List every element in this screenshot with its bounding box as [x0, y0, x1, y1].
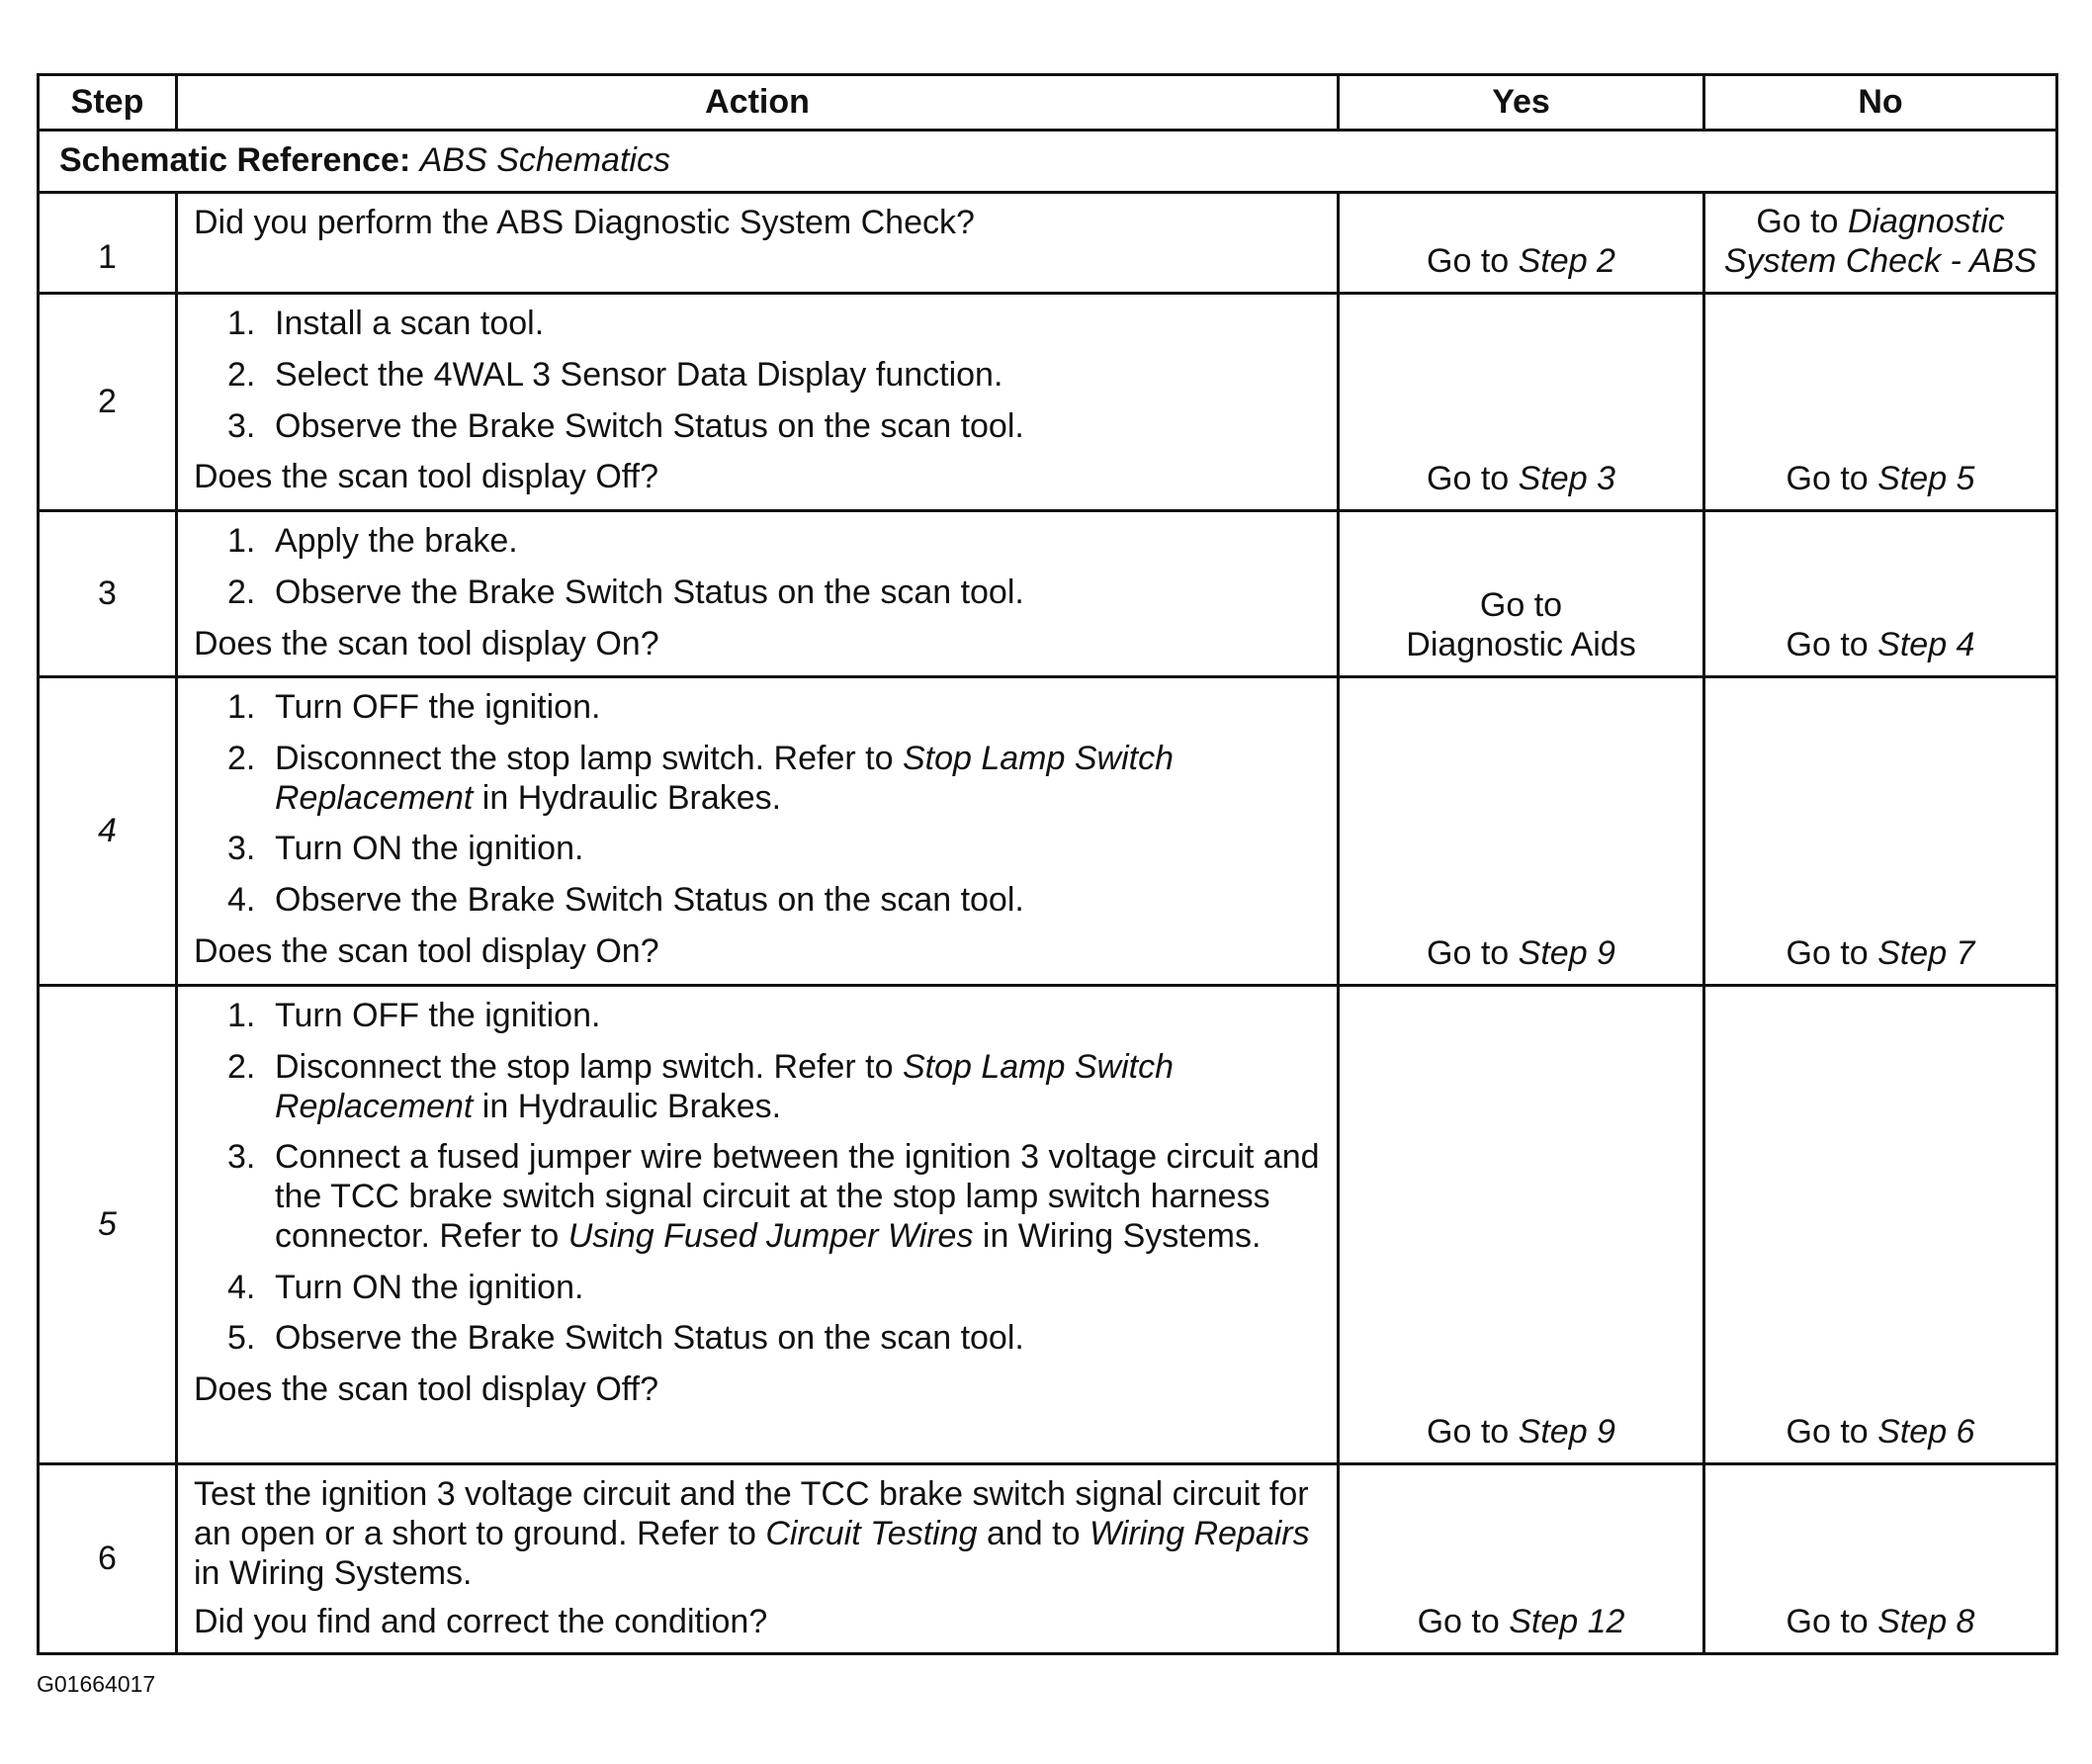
- yes-prefix: Go to: [1427, 1413, 1510, 1452]
- step-number: 3: [39, 511, 177, 677]
- list-item: 1. Install a scan tool.: [227, 305, 545, 342]
- yes-cell: [1339, 193, 1704, 294]
- action-cell: [177, 294, 1339, 511]
- header-action: Action: [177, 75, 1339, 131]
- no-cell: [1704, 511, 2057, 677]
- step-number: 6: [39, 1464, 177, 1654]
- list-item: 3. Connect a fused jumper wire between the ignition 3 voltage circuit and the TCC brake switch signal circuit at the stop lamp switch harness connector. Refer to Using Fused Jumper Wires in Wiring Systems.: [227, 1138, 1320, 1255]
- action-question: Does the scan tool display Off?: [194, 1370, 658, 1409]
- action-list: [194, 688, 1323, 921]
- diagnostic-table: [37, 73, 2058, 1655]
- no-cell: [1704, 986, 2057, 1464]
- yes-link[interactable]: Diagnostic Aids: [1406, 626, 1636, 664]
- no-link[interactable]: Diagnostic System Check - ABS: [1723, 203, 2038, 281]
- yes-link[interactable]: Step 2: [1518, 242, 1615, 281]
- action-cell: [177, 511, 1339, 677]
- schematic-reference-label: Schematic Reference:: [59, 141, 411, 180]
- table-row: [39, 294, 2057, 511]
- no-prefix: Go to: [1756, 203, 1839, 241]
- header-yes: Yes: [1339, 75, 1704, 131]
- list-item: 2. Observe the Brake Switch Status on the scan tool.: [227, 573, 1024, 611]
- no-prefix: Go to: [1786, 1413, 1869, 1452]
- list-item: 1. Apply the brake.: [227, 522, 518, 560]
- yes-prefix: Go to: [1427, 242, 1510, 281]
- yes-prefix: Go to: [1479, 586, 1563, 625]
- schematic-reference: [39, 131, 2057, 193]
- no-link[interactable]: Step 7: [1877, 934, 1975, 973]
- action-list: [194, 997, 1323, 1359]
- yes-prefix: Go to: [1427, 460, 1510, 498]
- no-link[interactable]: Step 6: [1877, 1413, 1975, 1452]
- table-row: [39, 1464, 2057, 1654]
- yes-link[interactable]: Step 12: [1509, 1603, 1625, 1641]
- yes-cell: [1339, 677, 1704, 986]
- no-link[interactable]: Step 5: [1877, 460, 1975, 498]
- figure-id: G01664017: [37, 1671, 156, 1697]
- action-question: Did you perform the ABS Diagnostic System Check?: [194, 204, 975, 241]
- step-number: 2: [39, 294, 177, 511]
- action-question: Does the scan tool display Off?: [194, 458, 658, 496]
- reference-link[interactable]: Wiring Repairs: [1089, 1514, 1310, 1552]
- list-item: 4. Turn ON the ignition.: [227, 1268, 584, 1306]
- no-prefix: Go to: [1786, 626, 1869, 664]
- list-item: 2. Disconnect the stop lamp switch. Refer to Stop Lamp Switch Replacement in Hydraulic Brakes.: [227, 1047, 1174, 1125]
- action-text: Test the ignition 3 voltage circuit and the TCC brake switch signal circuit for an open or a short to ground. Refer to Circuit Testing and to Wiring Repairs in Wiring Systems.: [194, 1475, 1310, 1592]
- no-cell: [1704, 677, 2057, 986]
- reference-link[interactable]: Stop Lamp Switch Replacement: [275, 1047, 1174, 1125]
- step-number: 4: [39, 677, 177, 986]
- list-item: 2. Select the 4WAL 3 Sensor Data Display function.: [227, 355, 1003, 394]
- action-cell: [177, 677, 1339, 986]
- action-cell: [177, 986, 1339, 1464]
- yes-prefix: Go to: [1427, 934, 1510, 973]
- no-cell: [1704, 193, 2057, 294]
- list-item: 1. Turn OFF the ignition.: [227, 997, 601, 1034]
- no-cell: [1704, 1464, 2057, 1654]
- list-item: 2. Disconnect the stop lamp switch. Refer to Stop Lamp Switch Replacement in Hydraulic Brakes.: [227, 739, 1174, 817]
- action-list: [194, 305, 1323, 446]
- no-prefix: Go to: [1786, 934, 1869, 973]
- step-number: 1: [39, 193, 177, 294]
- table-row: [39, 677, 2057, 986]
- no-link[interactable]: Step 4: [1877, 626, 1975, 664]
- yes-link[interactable]: Step 9: [1518, 1413, 1615, 1452]
- no-prefix: Go to: [1786, 460, 1869, 498]
- list-item: 1. Turn OFF the ignition.: [227, 688, 601, 726]
- table-row: [39, 193, 2057, 294]
- no-link[interactable]: Step 8: [1877, 1603, 1975, 1641]
- yes-cell: [1339, 294, 1704, 511]
- yes-cell: [1339, 511, 1704, 677]
- table-row: [39, 986, 2057, 1464]
- table-row: [39, 511, 2057, 677]
- list-item: 5. Observe the Brake Switch Status on the scan tool.: [227, 1319, 1024, 1358]
- yes-cell: [1339, 986, 1704, 1464]
- reference-link[interactable]: Using Fused Jumper Wires: [567, 1216, 974, 1255]
- action-question: Did you find and correct the condition?: [194, 1603, 768, 1641]
- reference-link[interactable]: Circuit Testing: [765, 1514, 978, 1552]
- schematic-reference-link[interactable]: ABS Schematics: [419, 141, 670, 180]
- no-prefix: Go to: [1786, 1603, 1869, 1641]
- action-question: Does the scan tool display On?: [194, 624, 659, 662]
- yes-link[interactable]: Step 3: [1518, 460, 1615, 498]
- header-step: Step: [39, 75, 177, 131]
- yes-cell: [1339, 1464, 1704, 1654]
- schematic-reference-row: [39, 131, 2057, 193]
- no-cell: [1704, 294, 2057, 511]
- list-item: 3. Observe the Brake Switch Status on the scan tool.: [227, 406, 1024, 445]
- list-item: 4. Observe the Brake Switch Status on the scan tool.: [227, 881, 1024, 920]
- header-no: No: [1704, 75, 2057, 131]
- action-list: [194, 522, 1323, 613]
- yes-prefix: Go to: [1417, 1603, 1500, 1641]
- action-cell: [177, 193, 1339, 294]
- step-number: 5: [39, 986, 177, 1464]
- header-row: [39, 75, 2057, 131]
- list-item: 3. Turn ON the ignition.: [227, 830, 584, 868]
- action-cell: [177, 1464, 1339, 1654]
- reference-link[interactable]: Stop Lamp Switch Replacement: [275, 739, 1174, 817]
- action-question: Does the scan tool display On?: [194, 931, 659, 970]
- yes-link[interactable]: Step 9: [1518, 934, 1615, 973]
